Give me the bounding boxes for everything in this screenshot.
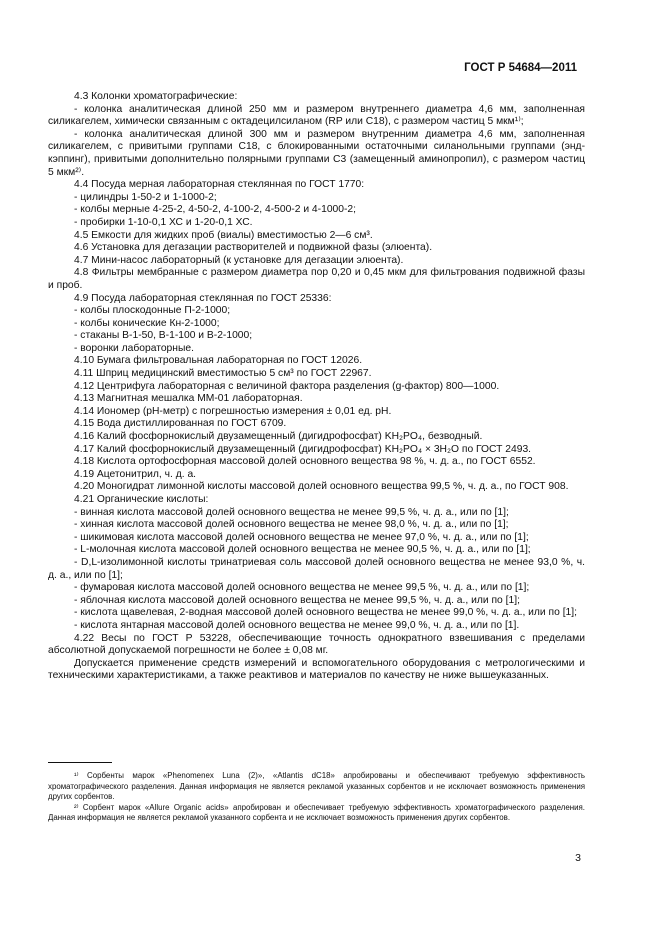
paragraph: 4.8 Фильтры мембранные с размером диаметра пор 0,20 и 0,45 мкм для фильтрования подвижной фазы и проб.: [48, 267, 585, 291]
paragraph: - цилиндры 1-50-2 и 1-1000-2;: [74, 191, 217, 203]
paragraph: 4.4 Посуда мерная лабораторная стеклянная по ГОСТ 1770:: [74, 179, 365, 191]
paragraph: 4.9 Посуда лабораторная стеклянная по ГОСТ 25336:: [74, 292, 332, 304]
paragraph: - D,L-изолимонной кислоты тринатриевая соль массовой долей основного вещества не менее 93,0 %, ч. д. а., или по [1];: [48, 556, 585, 581]
paragraph: 4.15 Вода дистиллированная по ГОСТ 6709.: [74, 418, 287, 430]
paragraph: - воронки лабораторные.: [74, 342, 194, 354]
paragraph: 4.19 Ацетонитрил, ч. д. а.: [74, 468, 197, 480]
paragraph: 4.5 Емкости для жидких проб (виалы) вместимостью 2—6 см³.: [74, 229, 373, 241]
paragraph: - L-молочная кислота массовой долей основного вещества не менее 90,5 %, ч. д. а., или по [1];: [74, 544, 531, 556]
footnote: ¹⁾ Сорбенты марок «Phenomenex Luna (2)», «Atlantis dC18» апробированы и обеспечивают требуемую эффективность хроматографического разделения. Данная информация не является рекламой указанных сорбентов и не исключает возможность применения других сорбентов.: [48, 771, 585, 802]
document-header: ГОСТ Р 54684—2011: [464, 62, 577, 74]
paragraph: - колбы мерные 4-25-2, 4-50-2, 4-100-2, 4-500-2 и 4-1000-2;: [74, 204, 357, 216]
paragraph: - яблочная кислота массовой долей основного вещества не менее 99,5 %, ч. д. а., или по [1];: [74, 594, 520, 606]
paragraph: 4.18 Кислота ортофосфорная массовой долей основного вещества 98 %, ч. д. а., по ГОСТ 6552.: [74, 456, 536, 468]
paragraph: 4.17 Калий фосфорнокислый двузамещенный (дигидрофосфат) KH₂PO₄ × 3H₂O по ГОСТ 2493.: [74, 443, 532, 455]
paragraph: - кислота щавелевая, 2-водная массовой долей основного вещества не менее 99,0 %, ч. д. а., или по [1];: [74, 607, 578, 619]
paragraph: - хинная кислота массовой долей основного вещества не менее 98,0 %, ч. д. а., или по [1];: [74, 519, 509, 531]
paragraph: 4.21 Органические кислоты:: [74, 494, 209, 505]
paragraph: - винная кислота массовой долей основного вещества не менее 99,5 %, ч. д. а., или по [1];: [74, 506, 509, 518]
paragraph: - стаканы В-1-50, В-1-100 и В-2-1000;: [74, 330, 253, 342]
paragraph: - пробирки 1-10-0,1 ХС и 1-20-0,1 ХС.: [74, 216, 253, 228]
paragraph: 4.13 Магнитная мешалка ММ-01 лабораторная.: [74, 393, 303, 405]
paragraph: - кислота янтарная массовой долей основного вещества не менее 99,0 %, ч. д. а., или по [1].: [74, 619, 520, 631]
paragraph: - колонка аналитическая длиной 250 мм и размером внутреннего диаметра 4,6 мм, заполненная силикагелем, химически связанным с октадецилсиланом (RP или C18), с размером частиц 5 мкм¹⁾;: [48, 103, 585, 128]
paragraph: - шикимовая кислота массовой долей основного вещества не менее 97,0 %, ч. д. а., или по [1];: [74, 531, 529, 543]
paragraph: 4.11 Шприц медицинский вместимостью 5 см³ по ГОСТ 22967.: [74, 368, 372, 380]
paragraph: 4.3 Колонки хроматографические:: [74, 91, 238, 102]
paragraph: 4.16 Калий фосфорнокислый двузамещенный (дигидрофосфат) KH₂PO₄, безводный.: [74, 431, 483, 443]
paragraph: 4.7 Мини-насос лабораторный (к установке для дегазации элюента).: [74, 254, 404, 266]
page-number: 3: [575, 852, 581, 864]
paragraph: - фумаровая кислота массовой долей основного вещества не менее 99,5 %, ч. д. а., или по [1];: [74, 582, 530, 594]
paragraph: 4.12 Центрифуга лабораторная с величиной фактора разделения (g-фактор) 800—1000.: [74, 380, 500, 392]
document-body: [48, 91, 585, 683]
paragraph: Допускается применение средств измерений и вспомогательного оборудования с метрологическими и техническими характеристиками, а также реактивов и материалов по качеству не ниже вышеуказанных.: [48, 657, 585, 682]
paragraph: 4.10 Бумага фильтровальная лабораторная по ГОСТ 12026.: [74, 355, 363, 367]
paragraph: - колбы плоскодонные П-2-1000;: [74, 305, 231, 317]
paragraph: 4.6 Установка для дегазации растворителей и подвижной фазы (элюента).: [74, 242, 433, 254]
paragraph: 4.22 Весы по ГОСТ Р 53228, обеспечивающие точность однократного взвешивания с пределами абсолютной допускаемой погрешности не более ± 0,08 мг.: [48, 632, 585, 657]
paragraph: 4.20 Моногидрат лимонной кислоты массовой долей основного вещества 99,5 %, ч. д. а., по ГОСТ 908.: [74, 481, 569, 493]
paragraph: - колонка аналитическая длиной 300 мм и размером внутренним диаметра 4,6 мм, заполненная силикагелем, с привитыми группами C18, с блокированными остаточными силанольными группами (энд-кэппинг), привитыми дополнительно полярными группами C3 (замещенный аминопропил), с размером частиц 5 мкм²⁾.: [48, 128, 585, 178]
footnotes: [48, 771, 585, 824]
paragraph: - колбы конические Кн-2-1000;: [74, 317, 220, 329]
footnote-divider: [48, 762, 112, 763]
paragraph: 4.14 Иономер (рН-метр) с погрешностью измерения ± 0,01 ед. рН.: [74, 405, 392, 417]
footnote: ²⁾ Сорбент марок «Allure Organic acids» апробирован и обеспечивает требуемую эффективность хроматографического разделения. Данная информация не является рекламой указанного сорбента и не исключает возможность применения других сорбентов.: [48, 802, 585, 823]
